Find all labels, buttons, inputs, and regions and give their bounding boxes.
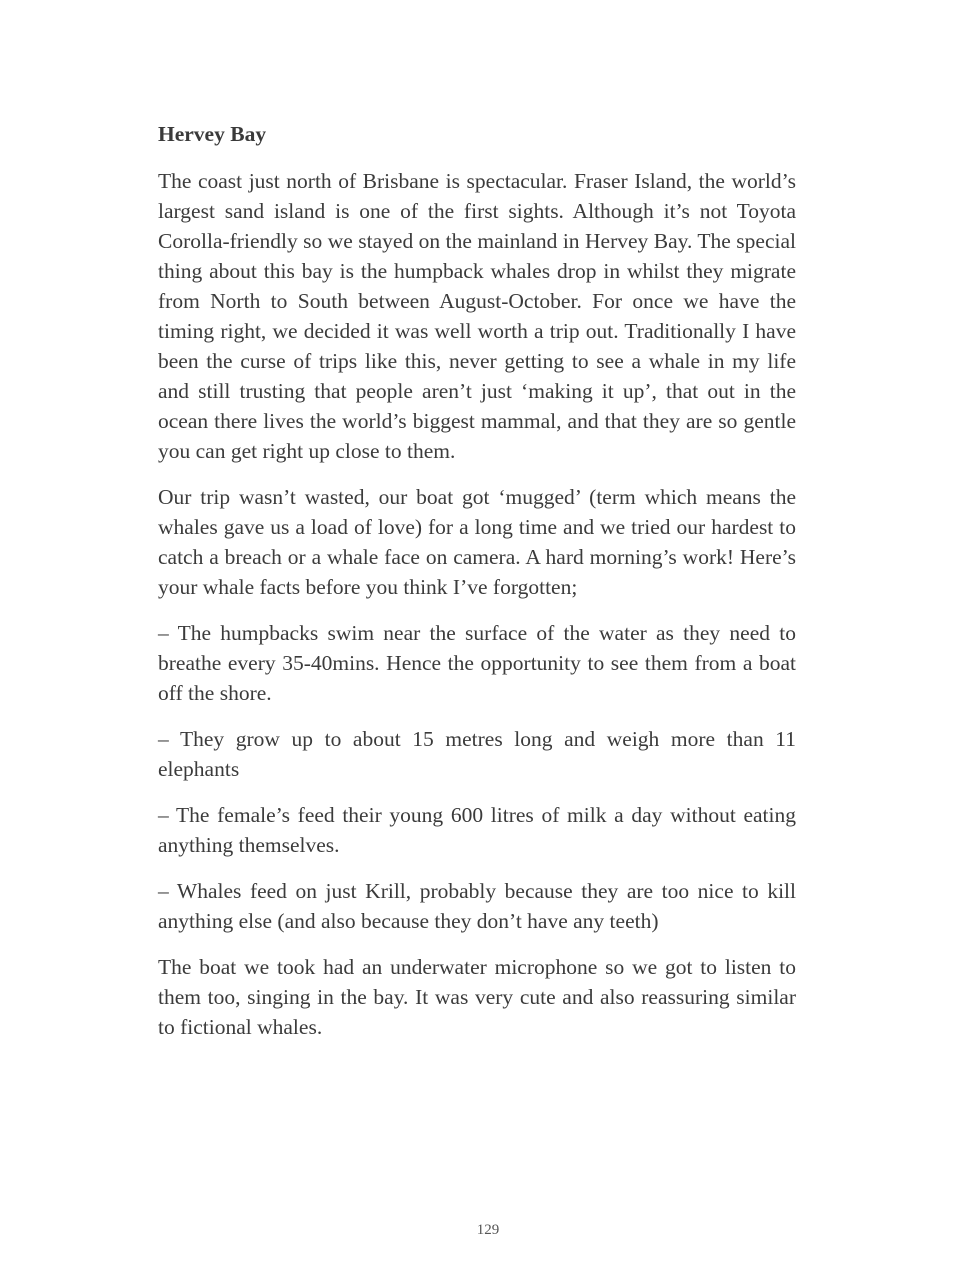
whale-fact-milk: – The female’s feed their young 600 litres of milk a day without eating anything themselves. xyxy=(158,803,796,857)
page-body xyxy=(158,119,796,1058)
whale-fact-surface: – The humpbacks swim near the surface of the water as they need to breathe every 35-40mins. Hence the opportunity to see them from a boat off the shore. xyxy=(158,621,796,705)
paragraph-closing: The boat we took had an underwater microphone so we got to listen to them too, singing in the bay. It was very cute and also reassuring similar to fictional whales. xyxy=(158,955,796,1039)
section-heading: Hervey Bay xyxy=(158,122,267,146)
whale-fact-krill: – Whales feed on just Krill, probably because they are too nice to kill anything else (and also because they don’t have any teeth) xyxy=(158,879,796,933)
whale-fact-size: – They grow up to about 15 metres long and weigh more than 11 elephants xyxy=(158,727,796,781)
paragraph-intro: The coast just north of Brisbane is spectacular. Fraser Island, the world’s largest sand island is one of the first sights. Although it’s not Toyota Corolla-friendly so we stayed on the mainland in Hervey Bay. The special thing about this bay is the humpback whales drop in whilst they migrate from North to South between August-October. For once we have the timing right, we decided it was well worth a trip out. Traditionally I have been the curse of trips like this, never getting to see a whale in my life and still trusting that people aren’t just ‘making it up’, that out in the ocean there lives the world’s biggest mammal, and that they are so gentle you can get right up close to them. xyxy=(158,169,796,463)
paragraph-trip: Our trip wasn’t wasted, our boat got ‘mugged’ (term which means the whales gave us a load of love) for a long time and we tried our hardest to catch a breach or a whale face on camera. A hard morning’s work! Here’s your whale facts before you think I’ve forgotten; xyxy=(158,485,796,599)
page-number: 129 xyxy=(476,1222,500,1238)
